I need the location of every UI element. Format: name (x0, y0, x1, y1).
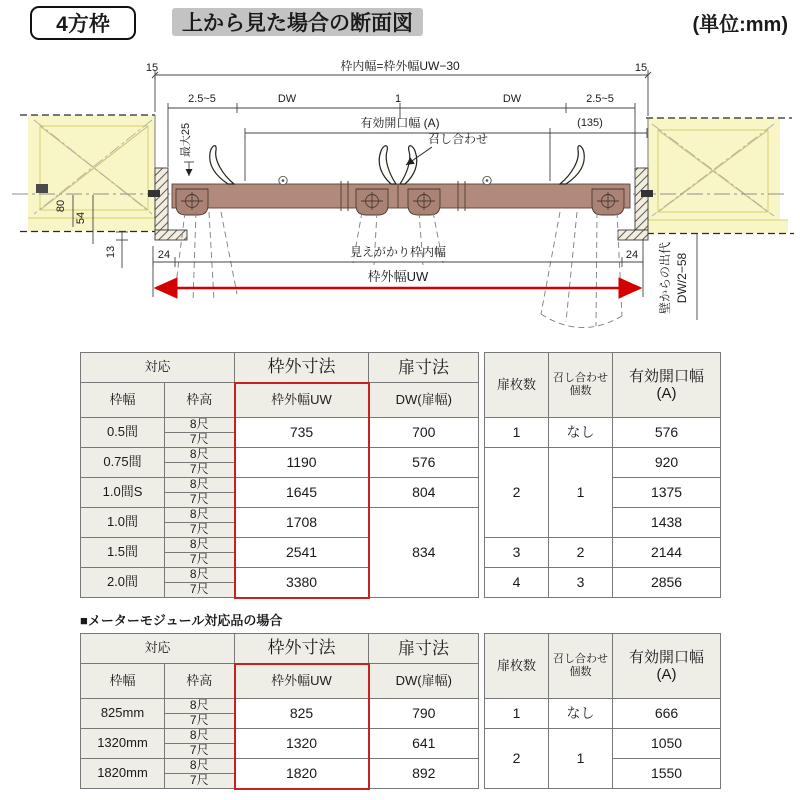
cell-uw: 1645 (235, 478, 369, 508)
left-bolt-icon (148, 190, 160, 197)
header-wakugai-sunpo: 枠外寸法 (235, 353, 369, 383)
cell-frame-height: 8尺 (165, 759, 235, 774)
table-header-row (81, 353, 721, 383)
cell-frame-height: 8尺 (165, 568, 235, 583)
label-wall-offset-2: DW/2−58 (675, 252, 689, 304)
cell-panels: 1 (485, 418, 549, 448)
table-header-row (81, 634, 721, 664)
header-tobira-sunpo: 扉寸法 (369, 634, 479, 664)
cell-opening: 1438 (613, 508, 721, 538)
dim-135: (135) (577, 117, 603, 129)
header-yuko-line1: 有効開口幅 (629, 648, 705, 666)
dim-gap-left: 2.5~5 (188, 93, 216, 105)
header-wakugai-sunpo: 枠外寸法 (235, 634, 369, 664)
header-dw: DW(扉幅) (369, 664, 479, 699)
header-meshiawase-line1: 召し合わせ (553, 653, 609, 666)
table-row (81, 508, 721, 523)
cell-frame-height: 8尺 (165, 699, 235, 714)
header-dw: DW(扉幅) (369, 383, 479, 418)
header-meshiawase-kosu (549, 634, 613, 699)
cross-section-diagram (0, 50, 800, 352)
cell-uw: 1320 (235, 729, 369, 759)
cell-panels: 3 (485, 538, 549, 568)
table-row (81, 418, 721, 433)
label-opening-width: 有効開口幅 (A) (360, 116, 440, 130)
frame-type-badge: 4方枠 (30, 6, 136, 40)
dim-15-left: 15 (145, 62, 159, 74)
table-row (81, 729, 721, 744)
cell-opening: 2144 (613, 538, 721, 568)
cell-dw: 834 (369, 508, 479, 598)
dim-15-right: 15 (634, 62, 648, 74)
cell-frame-height: 8尺 (165, 729, 235, 744)
cell-panels: 2 (485, 729, 549, 789)
section-title-meter-module: ■メーターモジュール対応品の場合 (80, 613, 283, 628)
cell-dw: 790 (369, 699, 479, 729)
cell-frame-height: 8尺 (165, 538, 235, 553)
dim-80: 80 (55, 199, 67, 213)
dim-24-left: 24 (157, 249, 171, 261)
size-table-meter-module (80, 633, 721, 790)
header-yuko-kaikohaba (613, 634, 721, 699)
right-wall-section (636, 118, 794, 234)
cell-frame-height: 8尺 (165, 448, 235, 463)
header-wakugai-uw: 枠外幅UW (235, 383, 369, 418)
cell-meshiawase: 3 (549, 568, 613, 598)
label-visible-inner-width: 見えがかり枠内幅 (349, 245, 447, 259)
door-grips (210, 146, 585, 184)
cell-dw: 576 (369, 448, 479, 478)
cell-frame-height: 7尺 (165, 433, 235, 448)
cell-meshiawase: 1 (549, 729, 613, 789)
door-leaves (172, 146, 630, 215)
label-wall-offset-1: 壁からの出代 (658, 241, 672, 315)
cell-frame-height: 7尺 (165, 493, 235, 508)
header-yuko-line1: 有効開口幅 (629, 367, 705, 385)
header-taio: 対応 (81, 634, 235, 664)
label-outer-width: 枠外幅UW (367, 269, 429, 284)
cell-meshiawase: なし (549, 699, 613, 729)
cell-opening: 666 (613, 699, 721, 729)
cell-frame-height: 8尺 (165, 478, 235, 493)
wall-anchor-icon (36, 184, 48, 193)
cell-meshiawase: 2 (549, 538, 613, 568)
dim-max25: 最大25 (180, 122, 192, 158)
label-meshiawase: 召し合わせ (427, 132, 489, 146)
header-meshiawase-line2: 個数 (569, 385, 592, 397)
cell-uw: 735 (235, 418, 369, 448)
cell-dw: 700 (369, 418, 479, 448)
cell-dw: 641 (369, 729, 479, 759)
table-row (81, 478, 721, 493)
cell-frame-height: 7尺 (165, 714, 235, 729)
cell-meshiawase: なし (549, 418, 613, 448)
cell-frame-width: 825mm (81, 699, 165, 729)
cell-frame-width: 1.0間S (81, 478, 165, 508)
unit-label: (単位:mm) (692, 14, 788, 36)
header-meshiawase-kosu (549, 353, 613, 418)
cell-frame-height: 7尺 (165, 463, 235, 478)
cell-frame-height: 7尺 (165, 583, 235, 598)
cell-frame-width: 0.5間 (81, 418, 165, 448)
cell-frame-height: 8尺 (165, 508, 235, 523)
header-waku-daka: 枠高 (165, 383, 235, 418)
header-yuko-line2: (A) (656, 385, 677, 402)
header-meshiawase-line1: 召し合わせ (553, 372, 609, 385)
cell-panels: 4 (485, 568, 549, 598)
header-yuko-line2: (A) (656, 666, 677, 683)
cell-uw: 825 (235, 699, 369, 729)
cell-dw: 804 (369, 478, 479, 508)
table-row (81, 448, 721, 463)
dim-center-one: 1 (394, 93, 402, 105)
cell-opening: 576 (613, 418, 721, 448)
cell-frame-width: 1.5間 (81, 538, 165, 568)
size-table-standard (80, 352, 721, 599)
header-meshiawase-line2: 個数 (569, 666, 592, 678)
cell-uw: 1190 (235, 448, 369, 478)
page-title: 上から見た場合の断面図 (172, 8, 423, 36)
cell-opening: 1050 (613, 729, 721, 759)
cell-opening: 920 (613, 448, 721, 478)
right-bolt-icon (641, 190, 653, 197)
cell-dw: 892 (369, 759, 479, 789)
cell-frame-height: 7尺 (165, 523, 235, 538)
header-tobira-maisu: 扉枚数 (485, 353, 549, 418)
cell-frame-width: 0.75間 (81, 448, 165, 478)
cell-opening: 1375 (613, 478, 721, 508)
cell-uw: 2541 (235, 538, 369, 568)
header-yuko-kaikohaba (613, 353, 721, 418)
left-wall-section (20, 115, 162, 232)
header-taio: 対応 (81, 353, 235, 383)
cell-frame-width: 2.0間 (81, 568, 165, 598)
header-waku-haba: 枠幅 (81, 664, 165, 699)
dim-dw-left: DW (277, 93, 297, 105)
dim-gap-right: 2.5~5 (586, 93, 614, 105)
cell-frame-width: 1320mm (81, 729, 165, 759)
cell-frame-height: 8尺 (165, 418, 235, 433)
cell-uw: 1820 (235, 759, 369, 789)
table-row (81, 759, 721, 774)
cell-uw: 1708 (235, 508, 369, 538)
dim-24-right: 24 (625, 249, 639, 261)
dim-54: 54 (75, 211, 87, 225)
header-tobira-sunpo: 扉寸法 (369, 353, 479, 383)
cell-frame-height: 7尺 (165, 553, 235, 568)
dim-formula: 枠内幅=枠外幅UW−30 (340, 59, 460, 73)
cell-frame-height: 7尺 (165, 774, 235, 789)
dim-13: 13 (105, 245, 117, 259)
dim-dw-right: DW (502, 93, 522, 105)
header-wakugai-uw: 枠外幅UW (235, 664, 369, 699)
cell-opening: 2856 (613, 568, 721, 598)
cell-uw: 3380 (235, 568, 369, 598)
header-tobira-maisu: 扉枚数 (485, 634, 549, 699)
cell-panels: 1 (485, 699, 549, 729)
header-waku-haba: 枠幅 (81, 383, 165, 418)
cell-frame-width: 1.0間 (81, 508, 165, 538)
header-waku-daka: 枠高 (165, 664, 235, 699)
cell-meshiawase: 1 (549, 448, 613, 538)
cell-frame-height: 7尺 (165, 744, 235, 759)
cell-panels: 2 (485, 448, 549, 538)
cell-frame-width: 1820mm (81, 759, 165, 789)
table-row (81, 699, 721, 714)
cell-opening: 1550 (613, 759, 721, 789)
